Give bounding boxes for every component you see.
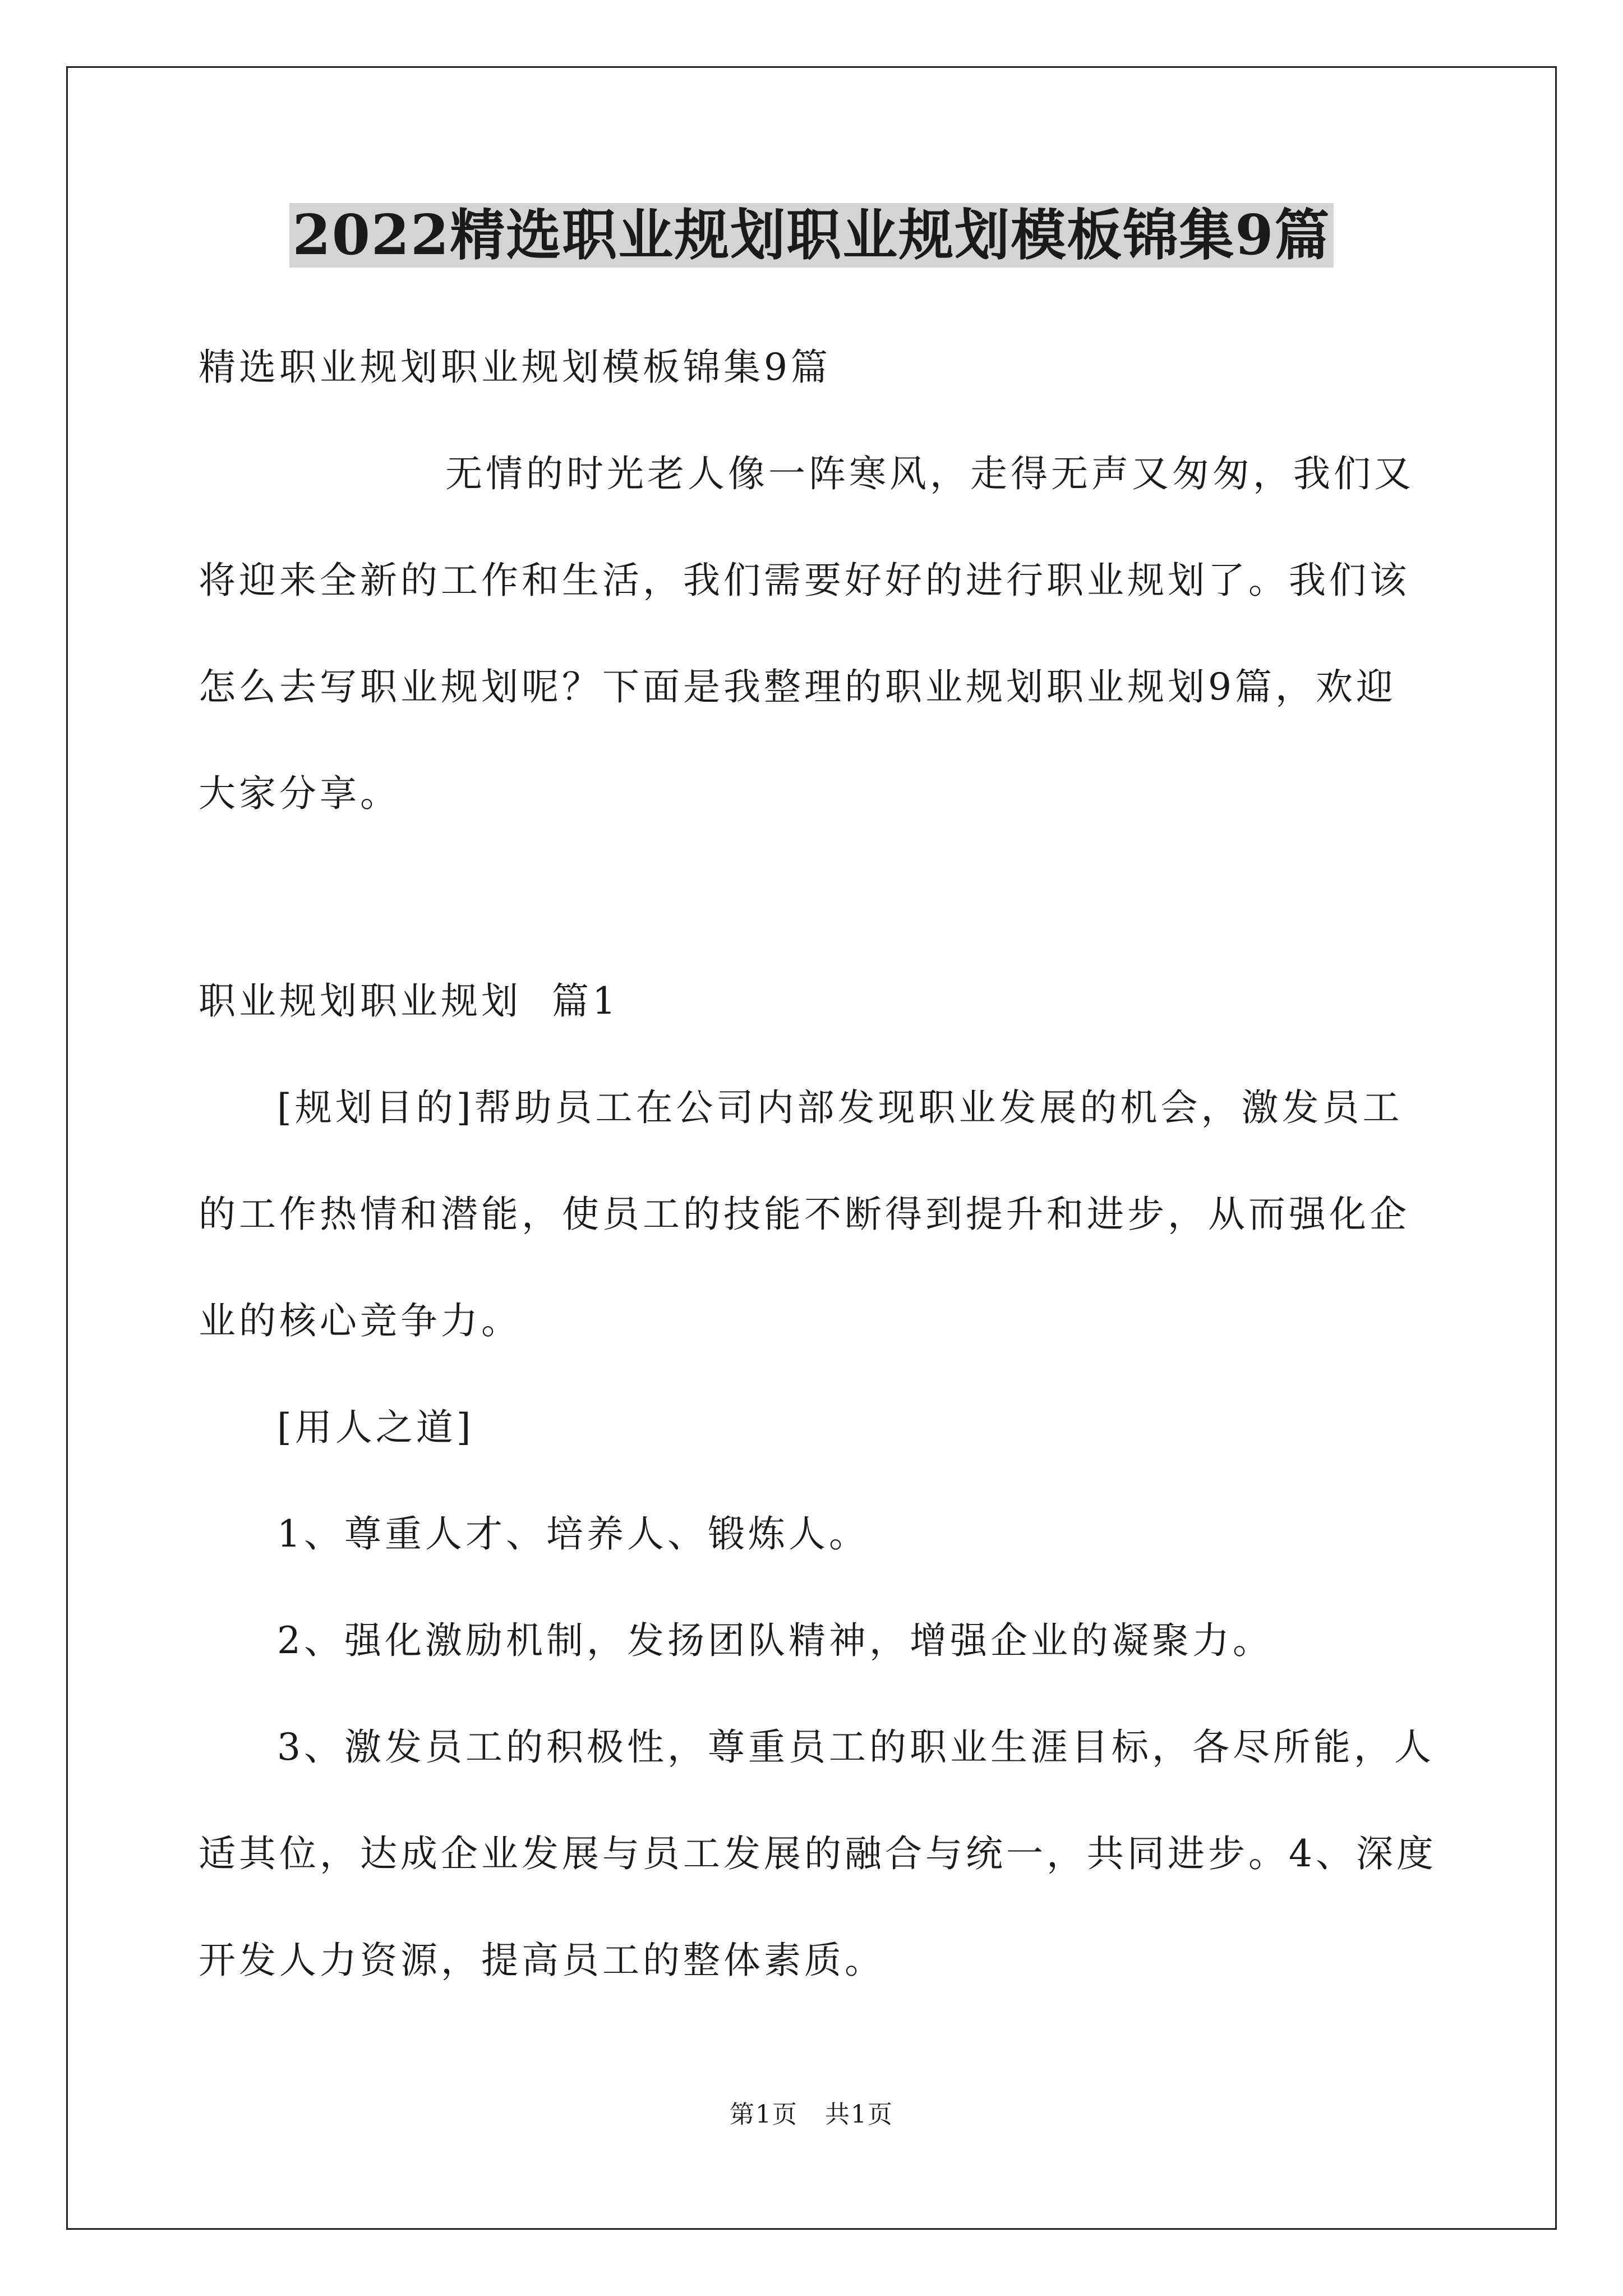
intro-line: 将迎来全新的工作和生活，我们需要好好的进行职业规划了。我们该 (199, 559, 1410, 602)
page-number-label: 第1页 共1页 (730, 2100, 893, 2129)
body-line: [规划目的]帮助员工在公司内部发现职业发展的机会，激发员工 (277, 1086, 1403, 1129)
intro-line: 怎么去写职业规划呢？下面是我整理的职业规划职业规划9篇，欢迎 (199, 665, 1396, 708)
body-line: 2、强化激励机制，发扬团队精神，增强企业的凝聚力。 (277, 1619, 1273, 1662)
body-line: 适其位，达成企业发展与员工发展的融合与统一，共同进步。4、深度 (199, 1832, 1437, 1875)
page-footer (0, 2098, 1623, 2132)
document-title-text: 2022精选职业规划职业规划模板锦集9篇 (289, 203, 1334, 268)
paragraph-gap (199, 847, 1427, 948)
body-line: 3、激发员工的积极性，尊重员工的职业生涯目标，各尽所能，人 (277, 1726, 1435, 1769)
body-line: [用人之道] (277, 1406, 474, 1449)
document-subtitle: 精选职业规划职业规划模板锦集9篇 (199, 346, 831, 389)
document-title (0, 196, 1623, 275)
body-line: 1、尊重人才、培养人、锻炼人。 (277, 1512, 869, 1556)
body-line: 业的核心竞争力。 (199, 1299, 522, 1342)
intro-line: 无情的时光老人像一阵寒风，走得无声又匆匆，我们又 (445, 452, 1414, 495)
body-line: 开发人力资源，提高员工的整体素质。 (199, 1939, 885, 1982)
section-heading: 职业规划职业规划 篇1 (199, 979, 619, 1023)
document-body (199, 314, 1437, 2014)
intro-line: 大家分享。 (199, 772, 400, 815)
body-line: 的工作热情和潜能，使员工的技能不断得到提升和进步，从而强化企 (199, 1193, 1410, 1236)
